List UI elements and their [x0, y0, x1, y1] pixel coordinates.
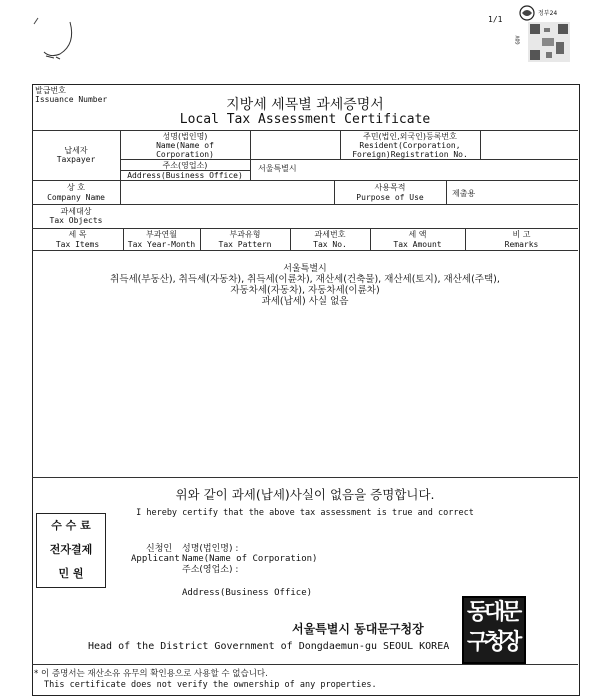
column-header-ko: 세 목 [68, 230, 87, 239]
name-label-ko: 성명(법인명) [162, 132, 208, 141]
issuance-label-en: Issuance Number [35, 95, 108, 104]
gov24-seal [516, 5, 572, 63]
rule [32, 228, 578, 229]
seal-char: 장 [501, 630, 523, 655]
resident-label-ko: 주민(법인,외국인)등록번호 [363, 132, 457, 141]
rule [32, 250, 578, 251]
company-label-ko: 상 호 [67, 183, 85, 192]
address-label-ko: 주소(영업소) [162, 161, 208, 170]
column-header-en: Tax Items [55, 240, 100, 249]
scan-mark [30, 14, 90, 64]
purpose-label-en: Purpose of Use [356, 193, 424, 202]
page-counter: 1/1 [488, 15, 503, 24]
name-label-en-1: Name(Name of [156, 141, 214, 150]
fee-box [36, 513, 106, 588]
rule [480, 130, 481, 159]
column-header-en: Tax No. [313, 240, 347, 249]
rule [32, 664, 578, 665]
gov24-label: 정부24 [538, 10, 558, 17]
fee-civil-service: 민 원 [58, 567, 84, 580]
column-header-en: Tax Amount [393, 240, 442, 249]
body-city: 서울특별시 [283, 264, 327, 274]
address-label-en: Address(Business Office) [127, 171, 243, 180]
tax-objects-label-ko: 과세대상 [60, 207, 92, 216]
certification-ko: 위와 같이 과세(납세)사실이 없음을 증명합니다. [175, 487, 435, 502]
qr-code-icon [528, 22, 570, 62]
column-header-ko: 과세번호 [314, 230, 346, 239]
certification-en: I hereby certify that the above tax assessment is true and correct [136, 508, 474, 518]
address-value: 서울특별시 [258, 164, 297, 173]
seal-char: 청 [484, 630, 506, 655]
rule [32, 204, 578, 205]
no-tax-fact: 과세(납세) 사실 없음 [261, 296, 349, 307]
column-header-ko: 비 고 [512, 230, 531, 239]
seal-side-text: GOV [515, 35, 522, 45]
applicant-name-label-en: Name(Name of Corporation) [182, 554, 318, 564]
gov24-logo-icon [516, 5, 538, 21]
column-header-en: Tax Pattern [218, 240, 272, 249]
issuance-label-ko: 발급번호 [35, 86, 66, 95]
rule [32, 477, 578, 478]
fee-payment-method: 전자결제 [49, 543, 93, 556]
column-header-en: Remarks [504, 240, 539, 249]
tax-items-line-1: 취득세(부동산), 취득세(자동차), 취득세(이륜차), 재산세(건축물), 재산세(토지), 재산세(주택), [110, 274, 500, 285]
official-seal-stamp [462, 596, 526, 664]
company-label-en: Company Name [47, 193, 105, 202]
column-header-ko: 세 액 [408, 230, 427, 239]
taxpayer-label-ko: 납세자 [64, 146, 88, 155]
purpose-value: 제출용 [452, 189, 476, 198]
rule [120, 159, 578, 160]
rule [32, 180, 578, 181]
applicant-address-label-ko: 주소(영업소) : [182, 565, 239, 575]
issuer-ko: 서울특별시 동대문구청장 [292, 622, 424, 636]
seal-char: 대 [484, 600, 506, 625]
seal-char: 문 [501, 600, 523, 625]
rule [250, 130, 251, 180]
fee-label: 수 수 료 [51, 519, 91, 532]
rule [32, 130, 578, 131]
resident-label-en-2: Foreign)Registration No. [352, 150, 468, 159]
taxpayer-label-en: Taxpayer [56, 155, 96, 164]
rule [446, 180, 447, 204]
footnote-ko: * 이 증명서는 재산소유 유무의 확인용으로 사용할 수 없습니다. [34, 669, 268, 679]
column-header-en: Tax Year-Month [127, 240, 196, 249]
footnote-en: This certificate does not verify the ownership of any properties. [44, 680, 377, 690]
applicant-label-ko: 신청인 [146, 544, 173, 554]
issuer-en: Head of the District Government of Dongdaemun-gu SEOUL KOREA [88, 641, 450, 652]
applicant-label-en: Applicant [131, 554, 180, 564]
title-ko: 지방세 세목별 과세증명서 [226, 97, 384, 113]
name-label-en-2: Corporation) [156, 150, 214, 159]
title-en: Local Tax Assessment Certificate [179, 112, 431, 127]
applicant-address-label-en: Address(Business Office) [182, 588, 313, 598]
applicant-name-label-ko: 성명(법인명) : [182, 544, 239, 554]
seal-char: 구 [467, 630, 489, 655]
resident-label-en-1: Resident(Corporation, [359, 141, 461, 150]
seal-char: 동 [467, 600, 489, 625]
tax-objects-label-en: Tax Objects [49, 216, 103, 225]
tax-items-line-2: 자동차세(자동차), 자동차세(이륜차) [230, 285, 380, 296]
column-header-ko: 부과연월 [146, 230, 177, 239]
column-header-ko: 부과유형 [229, 230, 261, 239]
purpose-label-ko: 사용목적 [374, 183, 406, 192]
